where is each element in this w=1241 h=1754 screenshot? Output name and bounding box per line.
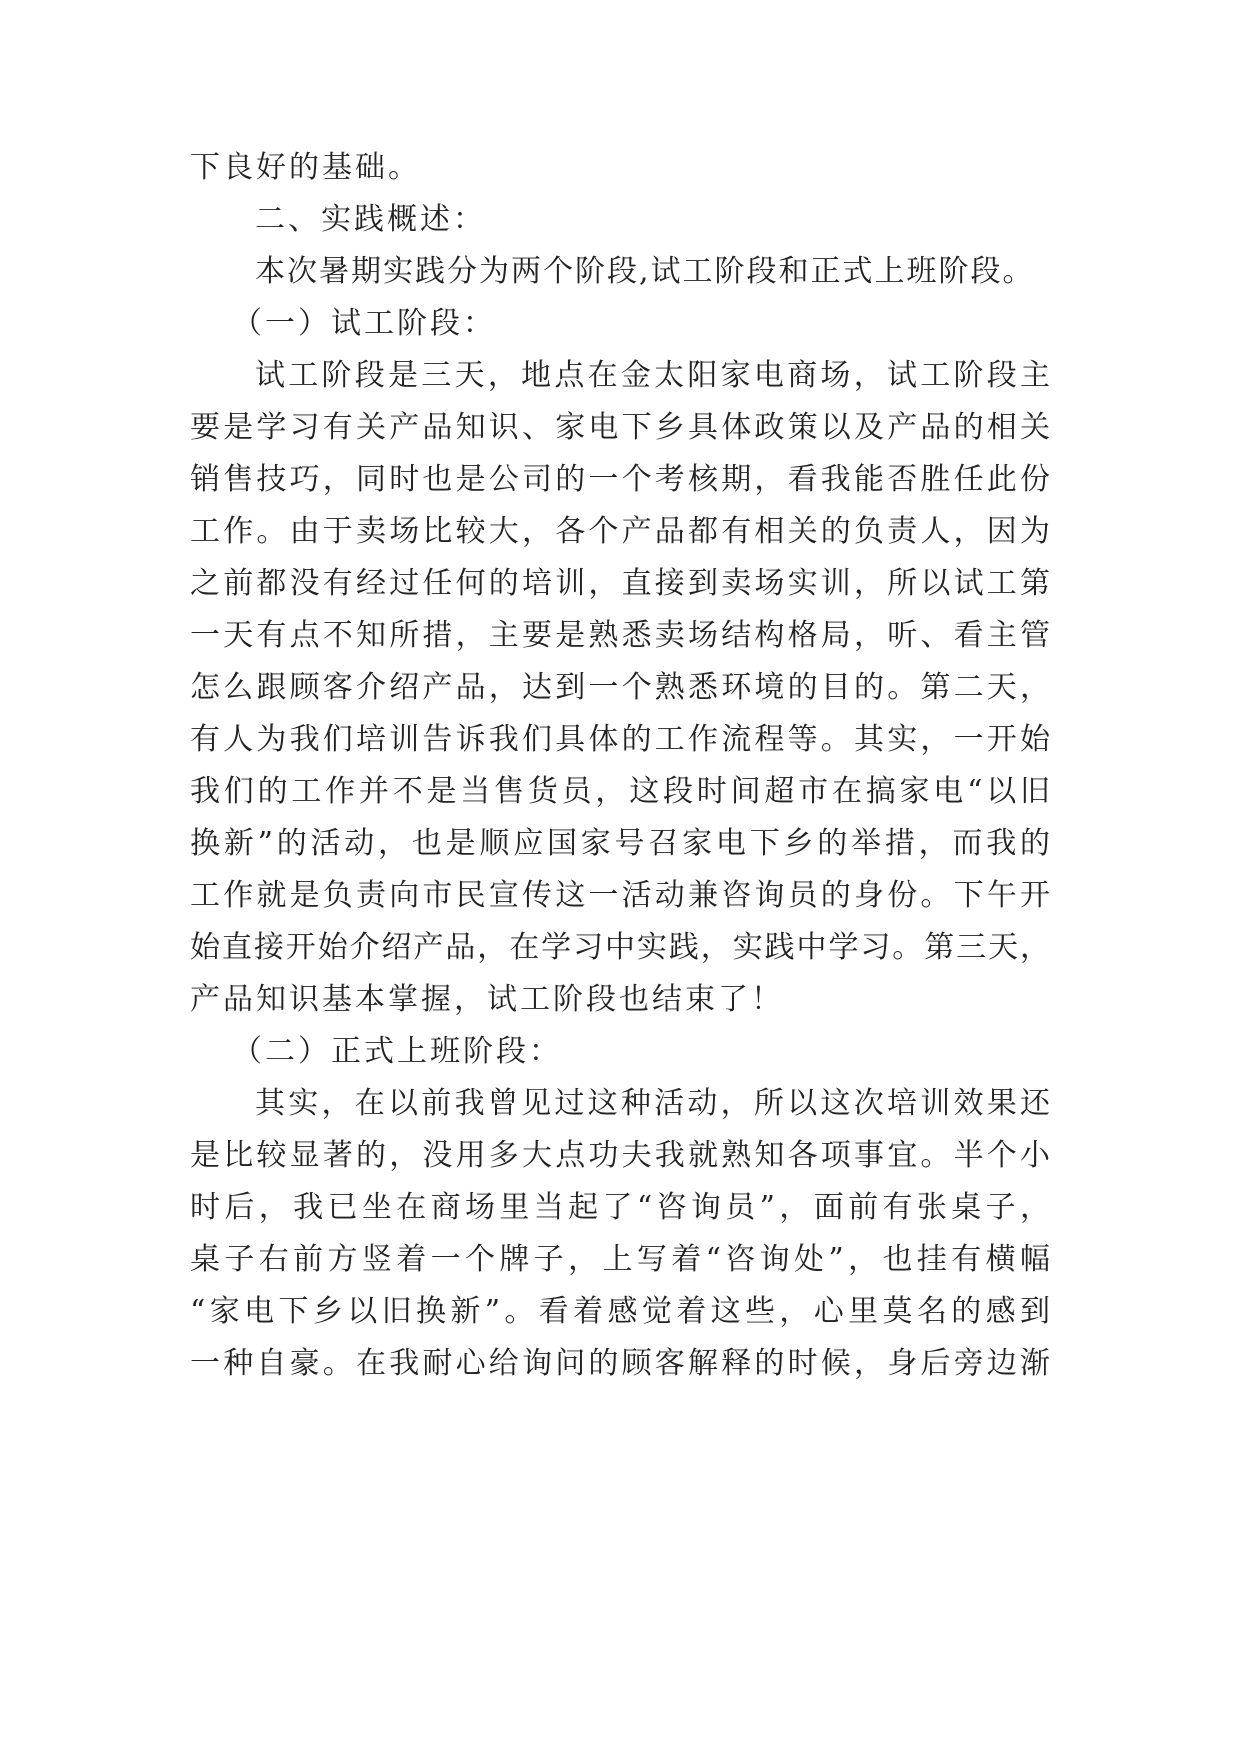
paragraph-line: 要是学习有关产品知识、家电下乡具体政策以及产品的相关 <box>190 410 1050 445</box>
section-heading: 二、实践概述： <box>255 202 486 237</box>
paragraph-line: 工作就是负责向市民宣传这一活动兼咨询员的身份。下午开 <box>190 878 1050 913</box>
paragraph-line: 怎么跟顾客介绍产品，达到一个熟悉环境的目的。第二天， <box>190 670 1050 705</box>
paragraph-line: 产品知识基本掌握，试工阶段也结束了！ <box>190 982 784 1017</box>
paragraph-line: 下良好的基础。 <box>190 150 421 185</box>
paragraph-line: 试工阶段是三天，地点在金太阳家电商场，试工阶段主 <box>255 358 1050 393</box>
paragraph-line: 时后，我已坐在商场里当起了“咨询员”，面前有张桌子， <box>190 1190 1050 1225</box>
paragraph-line: 始直接开始介绍产品，在学习中实践，实践中学习。第三天， <box>190 930 1050 965</box>
paragraph-line: 销售技巧，同时也是公司的一个考核期，看我能否胜任此份 <box>190 462 1050 497</box>
paragraph-line: 工作。由于卖场比较大，各个产品都有相关的负责人，因为 <box>190 514 1050 549</box>
paragraph-line: 我们的工作并不是当售货员，这段时间超市在搞家电“以旧 <box>190 774 1050 809</box>
subsection-heading: （一）试工阶段： <box>232 306 496 341</box>
paragraph-line: 一种自豪。在我耐心给询问的顾客解释的时候，身后旁边渐 <box>190 1346 1050 1381</box>
paragraph-line: “家电下乡以旧换新”。看着感觉着这些，心里莫名的感到 <box>190 1294 1050 1329</box>
paragraph-line: 一天有点不知所措，主要是熟悉卖场结构格局，听、看主管 <box>190 618 1050 653</box>
paragraph-line: 本次暑期实践分为两个阶段,试工阶段和正式上班阶段。 <box>255 254 1035 289</box>
paragraph-line: 有人为我们培训告诉我们具体的工作流程等。其实，一开始 <box>190 722 1050 757</box>
paragraph-line: 是比较显著的，没用多大点功夫我就熟知各项事宜。半个小 <box>190 1138 1050 1173</box>
paragraph-line: 换新”的活动，也是顺应国家号召家电下乡的举措，而我的 <box>190 826 1050 861</box>
paragraph-line: 之前都没有经过任何的培训，直接到卖场实训，所以试工第 <box>190 566 1050 601</box>
paragraph-line: 桌子右前方竖着一个牌子，上写着“咨询处”，也挂有横幅 <box>190 1242 1050 1277</box>
paragraph-line: 其实，在以前我曾见过这种活动，所以这次培训效果还 <box>255 1086 1050 1121</box>
subsection-heading: （二）正式上班阶段： <box>232 1034 562 1069</box>
